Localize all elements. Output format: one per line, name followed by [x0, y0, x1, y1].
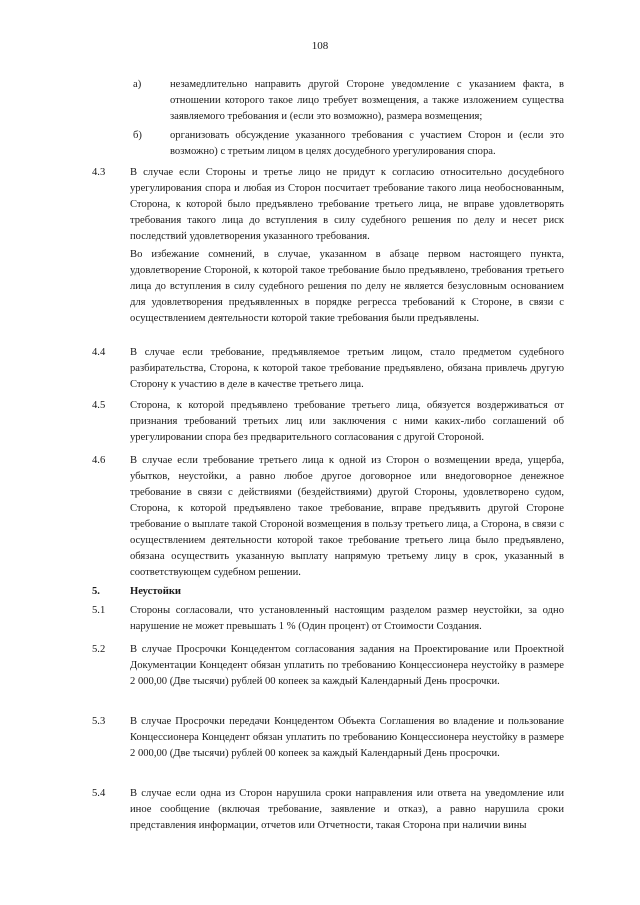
section-number: 5.: [92, 586, 100, 597]
clause-text: Стороны согласовали, что установленный настоящим разделом размер неустойки, за одно нарушение не может превышать 1 % (Один процент) от Стоимости Создания.: [130, 605, 564, 632]
clause-text: В случае если требование, предъявляемое третьим лицом, стало предметом судебного разбирательства, Сторона, к которой такое требование предъявлено, обязана привлечь другую Сторону к участию в деле в качестве третьего лица.: [130, 347, 564, 390]
clause-text: В случае если требование третьего лица к одной из Сторон о возмещении вреда, ущерба, убытков, неустойки, а равно любое другое договорное или внедоговорное денежное требование в связи с действиями (бездействиями) другой Стороны, удовлетворено судом, Сторона, к которой предъявлено такое требование, вправе предъявить другой Стороне требование о выплате такой Стороной возмещения в пользу третьего лица, а Сторона, в связи с осуществлением деятельности которой такое требование третьего лица было предъявлено, обязана осуществить указанную выплату напрямую третьему лицу в срок, указанный в соответствующем судебном решении.: [130, 455, 564, 578]
clause-text: В случае если одна из Сторон нарушила сроки направления или ответа на уведомление или иное сообщение (включая требование, заявление и отказ), а равно нарушила сроки представления информации, отчетов или Отчетности, такая Сторона при наличии вины: [130, 788, 564, 831]
clause-text: Сторона, к которой предъявлено требование третьего лица, обязуется воздерживаться от признания требований третьих лиц или заключения с ними каких-либо соглашений об урегулировании спора без предварительного согласования с другой Стороной.: [130, 400, 564, 443]
clause-number: 5.3: [92, 716, 106, 727]
clause-number: 5.4: [92, 788, 106, 799]
clause-text: Во избежание сомнений, в случае, указанном в абзаце первом настоящего пункта, удовлетворение Стороной, к которой такое требование было предъявлено, требования третьего лица до вступления в силу судебного решения по делу не является безусловным основанием для удовлетворения предъявленных в порядке регресса требований к Стороне, в связи с осуществлением деятельности которой такие требования были предъявлены.: [130, 249, 564, 324]
clause-number: 4.5: [92, 400, 106, 411]
subitem-label: б): [133, 130, 142, 141]
clause-number: 4.4: [92, 347, 106, 358]
clause-text: В случае Просрочки передачи Концедентом Объекта Соглашения во владение и пользование Концессионера Концедент обязан уплатить по требованию Концессионера неустойку в размере 2 000,00 (Две тысячи) рублей 00 копеек за каждый Календарный День просрочки.: [130, 716, 564, 759]
clause-number: 5.2: [92, 644, 106, 655]
page-number: 108: [311, 40, 329, 52]
clause-number: 4.6: [92, 455, 106, 466]
clause-number: 5.1: [92, 605, 106, 616]
subitem-label: а): [133, 79, 142, 90]
clause-text: В случае Просрочки Концедентом согласования задания на Проектирование или Проектной Документации Концедент обязан уплатить по требованию Концессионера неустойку в размере 2 000,00 (Две тысячи) рублей 00 копеек за каждый Календарный День просрочки.: [130, 644, 564, 687]
section-title: Неустойки: [130, 586, 182, 597]
subitem-text: организовать обсуждение указанного требования с участием Сторон и (если это возможно) с третьим лицом в целях досудебного урегулирования спора.: [170, 130, 564, 157]
clause-text: В случае если Стороны и третье лицо не придут к согласию относительно досудебного урегулирования спора и любая из Сторон посчитает требование такого лица необоснованным, Сторона, к которой было предъявлено требование третьего лица, не вправе удовлетворять требования такого лица до вступления в силу судебного решения по делу и несет риск последствий удовлетворения указанного требования.: [130, 167, 564, 242]
clause-number: 4.3: [92, 167, 106, 178]
subitem-text: незамедлительно направить другой Стороне уведомление с указанием факта, в отношении которого такое лицо требует возмещения, а также изложением существа заявляемого требования и (если это возможно), размера возмещения;: [170, 79, 564, 122]
